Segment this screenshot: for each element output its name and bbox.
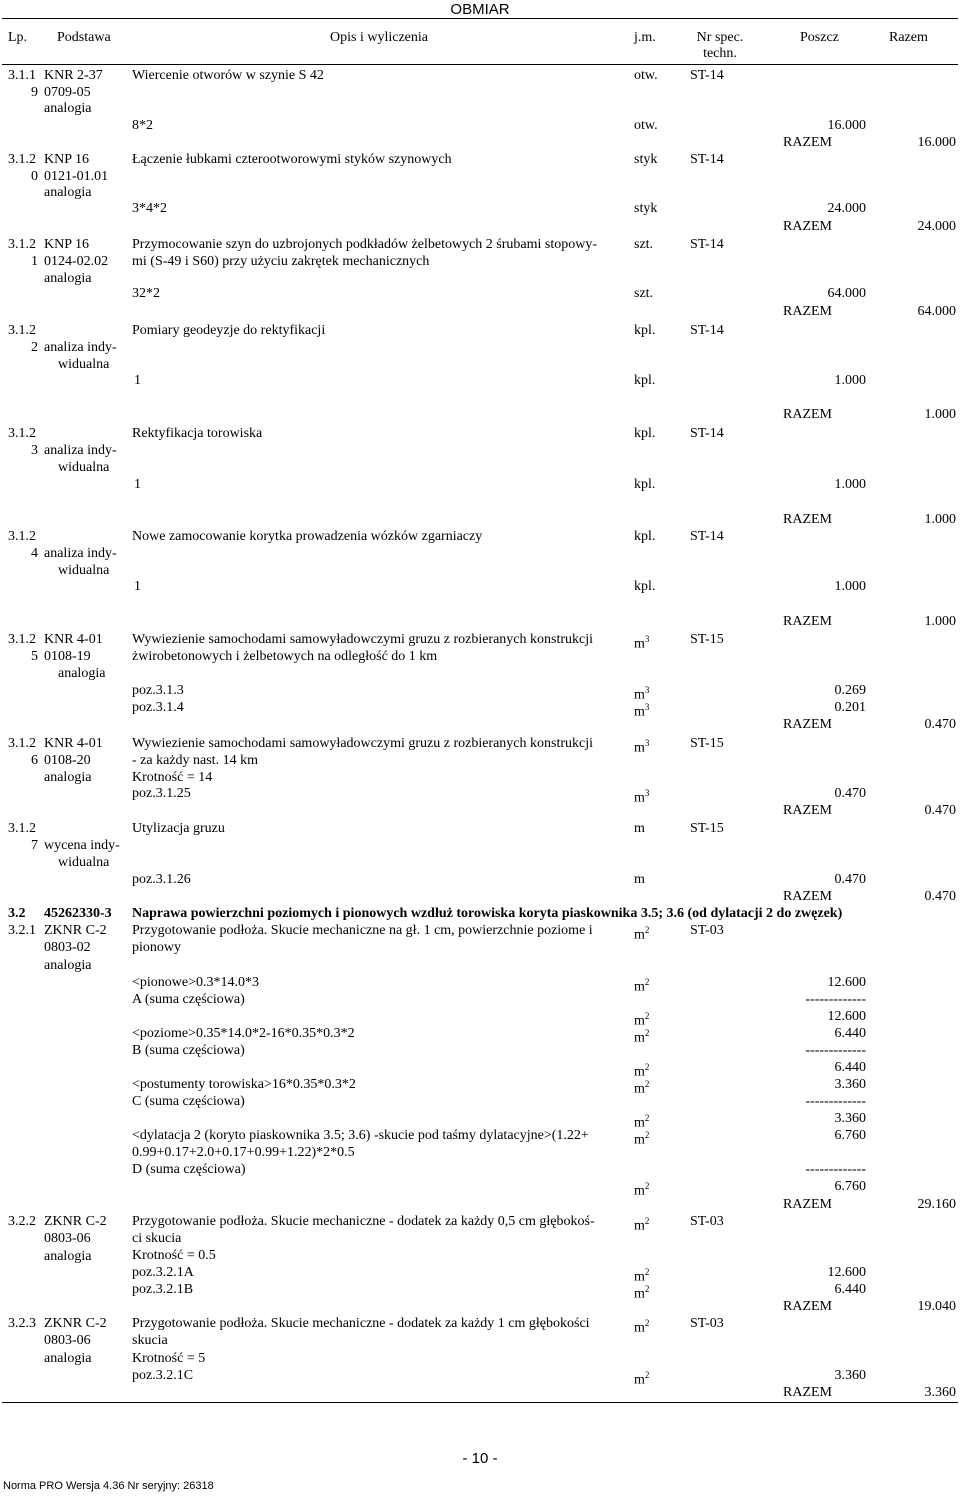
razem-label: RAZEM	[783, 803, 832, 818]
podstawa: analogia	[44, 271, 92, 286]
razem-value: 24.000	[917, 219, 956, 234]
poszcz-value: 64.000	[827, 286, 866, 301]
description: pionowy	[132, 940, 181, 955]
calculation: <pionowe>0.3*14.0*3	[132, 975, 260, 990]
lp-cont: 6	[31, 753, 38, 768]
podstawa: analogia	[44, 185, 92, 200]
unit: $m^3$	[634, 634, 650, 652]
description: Pomiary geodeyzje do rektyfikacji	[132, 323, 326, 338]
podstawa: 0803-06	[44, 1231, 91, 1246]
lp-cont: 3	[31, 443, 38, 458]
razem-value: 29.160	[917, 1197, 956, 1212]
spec: ST-15	[690, 736, 724, 751]
calculation: poz.3.1.4	[132, 700, 184, 715]
calculation: poz.3.1.25	[132, 786, 191, 801]
podstawa: 0709-05	[44, 85, 91, 100]
podstawa: 0803-06	[44, 1333, 91, 1348]
lp: 3.1.2	[8, 736, 36, 751]
razem-value: 1.000	[924, 512, 956, 527]
razem-value: 3.360	[924, 1385, 956, 1400]
calc-unit: $m^3$	[634, 685, 650, 703]
razem-value: 1.000	[924, 614, 956, 629]
calc-unit: $m^2$	[634, 1011, 650, 1029]
podstawa: analiza indy-	[44, 340, 117, 355]
razem-value: 64.000	[917, 304, 956, 319]
spec: ST-03	[690, 1214, 724, 1229]
lp: 3.1.2	[8, 529, 36, 544]
calculation: 0.99+0.17+2.0+0.17+0.99+1.22)*2*0.5	[132, 1145, 355, 1160]
calculation: 3*4*2	[132, 201, 167, 216]
unit: kpl.	[634, 529, 656, 544]
podstawa: analogia	[44, 770, 92, 785]
calculation: 8*2	[132, 118, 153, 133]
header-bottom-rule	[2, 64, 958, 65]
lp-cont: 0	[31, 169, 38, 184]
description: Wiercenie otworów w szynie S 42	[132, 68, 324, 83]
subtotal-divider: -------------	[805, 1043, 866, 1058]
podstawa: widualna	[58, 855, 110, 870]
subtotal-value: 6.760	[834, 1179, 866, 1194]
lp-cont: 4	[31, 546, 38, 561]
calc-unit: kpl.	[634, 477, 656, 492]
lp-cont: 1	[31, 254, 38, 269]
subtotal-divider: -------------	[805, 992, 866, 1007]
poszcz-value: 0.470	[834, 872, 866, 887]
unit: kpl.	[634, 323, 656, 338]
calc-unit: kpl.	[634, 373, 656, 388]
description: ci skucia	[132, 1231, 182, 1246]
unit: kpl.	[634, 426, 656, 441]
poszcz-value: 1.000	[834, 373, 866, 388]
calculation: 1	[134, 477, 141, 492]
lp: 3.1.2	[8, 821, 36, 836]
calculation: <poziome>0.35*14.0*2-16*0.35*0.3*2	[132, 1026, 355, 1041]
calc-unit: $m^2$	[634, 977, 650, 995]
table-bottom-rule	[2, 1402, 958, 1403]
podstawa: 0124-02.02	[44, 254, 109, 269]
podstawa: wycena indy-	[44, 838, 120, 853]
description: żwirobetonowych i żelbetowych na odległość do 1 km	[132, 649, 438, 664]
header-poszcz: Poszcz	[800, 30, 839, 45]
spec: ST-14	[690, 323, 724, 338]
description: Rektyfikacja torowiska	[132, 426, 263, 441]
subtotal-value: 12.600	[827, 1009, 866, 1024]
calc-unit: $m^2$	[634, 1113, 650, 1131]
calc-unit: kpl.	[634, 579, 656, 594]
podstawa: KNR 4-01	[44, 632, 103, 647]
description: Przygotowanie podłoża. Skucie mechaniczne - dodatek za każdy 0,5 cm głębokoś-	[132, 1214, 595, 1229]
razem-label: RAZEM	[783, 407, 832, 422]
page-number: - 10 -	[462, 1450, 498, 1467]
unit: $m^2$	[634, 1216, 650, 1234]
description: Wywiezienie samochodami samowyładowczymi gruzu z rozbieranych konstrukcji	[132, 632, 594, 647]
poszcz-value: 0.201	[834, 700, 866, 715]
poszcz-value: 6.440	[834, 1282, 866, 1297]
unit: szt.	[634, 237, 654, 252]
podstawa: widualna	[58, 563, 110, 578]
header-lp: Lp.	[8, 30, 28, 45]
subtotal-label: C (suma częściowa)	[132, 1094, 245, 1109]
description: Wywiezienie samochodami samowyładowczymi gruzu z rozbieranych konstrukcji	[132, 736, 594, 751]
page-title: OBMIAR	[450, 1, 510, 18]
podstawa: analogia	[44, 1351, 92, 1366]
calc-unit: $m^2$	[634, 1267, 650, 1285]
podstawa: 0121-01.01	[44, 169, 109, 184]
calc-unit: $m^3$	[634, 702, 650, 720]
unit: styk	[634, 152, 658, 167]
calc-unit: styk	[634, 201, 658, 216]
unit: otw.	[634, 68, 658, 83]
unit: m	[634, 821, 645, 836]
spec: ST-14	[690, 426, 724, 441]
razem-label: RAZEM	[783, 614, 832, 629]
subtotal-label: A (suma częściowa)	[132, 992, 245, 1007]
lp: 3.1.2	[8, 323, 36, 338]
razem-label: RAZEM	[783, 1299, 832, 1314]
description: skucia	[132, 1333, 168, 1348]
poszcz-value: 3.360	[834, 1077, 866, 1092]
multiplier: Krotność = 14	[132, 770, 213, 785]
subtotal-value: 6.440	[834, 1060, 866, 1075]
unit: $m^2$	[634, 925, 650, 943]
header-top-rule	[2, 18, 958, 19]
calculation: poz.3.1.26	[132, 872, 191, 887]
header-jm: j.m.	[634, 30, 656, 45]
podstawa: KNR 4-01	[44, 736, 103, 751]
calculation: 1	[134, 373, 141, 388]
razem-label: RAZEM	[783, 717, 832, 732]
subtotal-label: D (suma częściowa)	[132, 1162, 246, 1177]
calc-unit: szt.	[634, 286, 654, 301]
lp-cont: 2	[31, 340, 38, 355]
calc-unit: otw.	[634, 118, 658, 133]
poszcz-value: 12.600	[827, 975, 866, 990]
poszcz-value: 16.000	[827, 118, 866, 133]
podstawa: ZKNR C-2	[44, 923, 107, 938]
calculation: 32*2	[132, 286, 160, 301]
calculation: poz.3.1.3	[132, 683, 184, 698]
calc-unit: $m^2$	[634, 1079, 650, 1097]
section-title: Naprawa powierzchni poziomych i pionowych wzdłuż torowiska koryta piaskownika 3.5; 3.6 (od dylatacji 2 do zwęzek)	[132, 906, 843, 921]
razem-label: RAZEM	[783, 1197, 832, 1212]
poszcz-value: 0.269	[834, 683, 866, 698]
lp-cont: 5	[31, 649, 38, 664]
calc-unit: $m^2$	[634, 1370, 650, 1388]
podstawa: 0803-02	[44, 940, 91, 955]
calc-unit: $m^2$	[634, 1181, 650, 1199]
calc-unit: $m^2$	[634, 1130, 650, 1148]
podstawa: KNR 2-37	[44, 68, 103, 83]
poszcz-value: 0.470	[834, 786, 866, 801]
calculation: <postumenty torowiska>16*0.35*0.3*2	[132, 1077, 356, 1092]
razem-label: RAZEM	[783, 219, 832, 234]
multiplier: Krotność = 0.5	[132, 1248, 216, 1263]
lp: 3.2	[8, 906, 26, 921]
multiplier: Krotność = 5	[132, 1351, 206, 1366]
description: Przymocowanie szyn do uzbrojonych podkładów żelbetowych 2 śrubami stopowy-	[132, 237, 598, 252]
description: Nowe zamocowanie korytka prowadzenia wózków zgarniaczy	[132, 529, 483, 544]
spec: ST-14	[690, 237, 724, 252]
description: - za każdy nast. 14 km	[132, 753, 258, 768]
lp: 3.1.1	[8, 68, 36, 83]
header-podstawa: Podstawa	[57, 30, 111, 45]
poszcz-value: 3.360	[834, 1368, 866, 1383]
poszcz-value: 24.000	[827, 201, 866, 216]
description: Przygotowanie podłoża. Skucie mechaniczne - dodatek za każdy 1 cm głębokości	[132, 1316, 590, 1331]
podstawa: analogia	[44, 1249, 92, 1264]
description: Łączenie łubkami czterootworowymi styków szynowych	[132, 152, 452, 167]
description: Przygotowanie podłoża. Skucie mechaniczne na gł. 1 cm, powierzchnie poziome i	[132, 923, 593, 938]
calc-unit: $m^3$	[634, 788, 650, 806]
podstawa: KNP 16	[44, 237, 89, 252]
razem-label: RAZEM	[783, 135, 832, 150]
unit: $m^2$	[634, 1318, 650, 1336]
calculation: poz.3.2.1B	[132, 1282, 194, 1297]
unit: $m^3$	[634, 738, 650, 756]
razem-label: RAZEM	[783, 889, 832, 904]
spec: ST-15	[690, 632, 724, 647]
lp-cont: 7	[31, 838, 38, 853]
header-techn: techn.	[703, 46, 737, 61]
podstawa: ZKNR C-2	[44, 1316, 107, 1331]
razem-label: RAZEM	[783, 512, 832, 527]
header-nr-spec: Nr spec.	[696, 30, 744, 45]
poszcz-value: 1.000	[834, 579, 866, 594]
razem-value: 0.470	[924, 889, 956, 904]
calculation: <dylatacja 2 (koryto piaskownika 3.5; 3.6) -skucie pod taśmy dylatacyjne>(1.22+	[132, 1128, 589, 1143]
lp: 3.1.2	[8, 152, 36, 167]
lp: 3.2.2	[8, 1214, 36, 1229]
spec: ST-03	[690, 1316, 724, 1331]
razem-value: 1.000	[924, 407, 956, 422]
podstawa: widualna	[58, 460, 110, 475]
subtotal-divider: -------------	[805, 1094, 866, 1109]
description: Utylizacja gruzu	[132, 821, 225, 836]
podstawa: analiza indy-	[44, 546, 117, 561]
lp: 3.2.3	[8, 1316, 36, 1331]
razem-label: RAZEM	[783, 304, 832, 319]
lp-cont: 9	[31, 85, 38, 100]
subtotal-label: B (suma częściowa)	[132, 1043, 245, 1058]
podstawa: widualna	[58, 357, 110, 372]
razem-value: 0.470	[924, 717, 956, 732]
description: mi (S-49 i S60) przy użyciu zakrętek mechanicznych	[132, 254, 430, 269]
razem-value: 19.040	[917, 1299, 956, 1314]
spec: ST-14	[690, 529, 724, 544]
podstawa: analogia	[44, 958, 92, 973]
header-opis: Opis i wyliczenia	[330, 30, 428, 45]
calculation: poz.3.2.1C	[132, 1368, 194, 1383]
podstawa: analogia	[58, 666, 106, 681]
razem-label: RAZEM	[783, 1385, 832, 1400]
spec: ST-03	[690, 923, 724, 938]
calculation: poz.3.2.1A	[132, 1265, 194, 1280]
podstawa: 45262330-3	[44, 906, 112, 921]
podstawa: KNP 16	[44, 152, 89, 167]
poszcz-value: 6.440	[834, 1026, 866, 1041]
lp: 3.1.2	[8, 426, 36, 441]
calculation: 1	[134, 579, 141, 594]
podstawa: ZKNR C-2	[44, 1214, 107, 1229]
calc-unit: $m^2$	[634, 1028, 650, 1046]
razem-value: 16.000	[917, 135, 956, 150]
subtotal-divider: -------------	[805, 1162, 866, 1177]
razem-value: 0.470	[924, 803, 956, 818]
poszcz-value: 1.000	[834, 477, 866, 492]
podstawa: analogia	[44, 101, 92, 116]
podstawa: 0108-19	[44, 649, 91, 664]
spec: ST-15	[690, 821, 724, 836]
lp: 3.2.1	[8, 923, 36, 938]
poszcz-value: 12.600	[827, 1265, 866, 1280]
spec: ST-14	[690, 68, 724, 83]
calc-unit: m	[634, 872, 645, 887]
lp: 3.1.2	[8, 632, 36, 647]
footer-version: Norma PRO Wersja 4.36 Nr seryjny: 26318	[3, 1480, 214, 1492]
lp: 3.1.2	[8, 237, 36, 252]
podstawa: 0108-20	[44, 753, 91, 768]
header-razem: Razem	[889, 30, 928, 45]
spec: ST-14	[690, 152, 724, 167]
calc-unit: $m^2$	[634, 1062, 650, 1080]
calc-unit: $m^2$	[634, 1284, 650, 1302]
podstawa: analiza indy-	[44, 443, 117, 458]
subtotal-value: 3.360	[834, 1111, 866, 1126]
poszcz-value: 6.760	[834, 1128, 866, 1143]
